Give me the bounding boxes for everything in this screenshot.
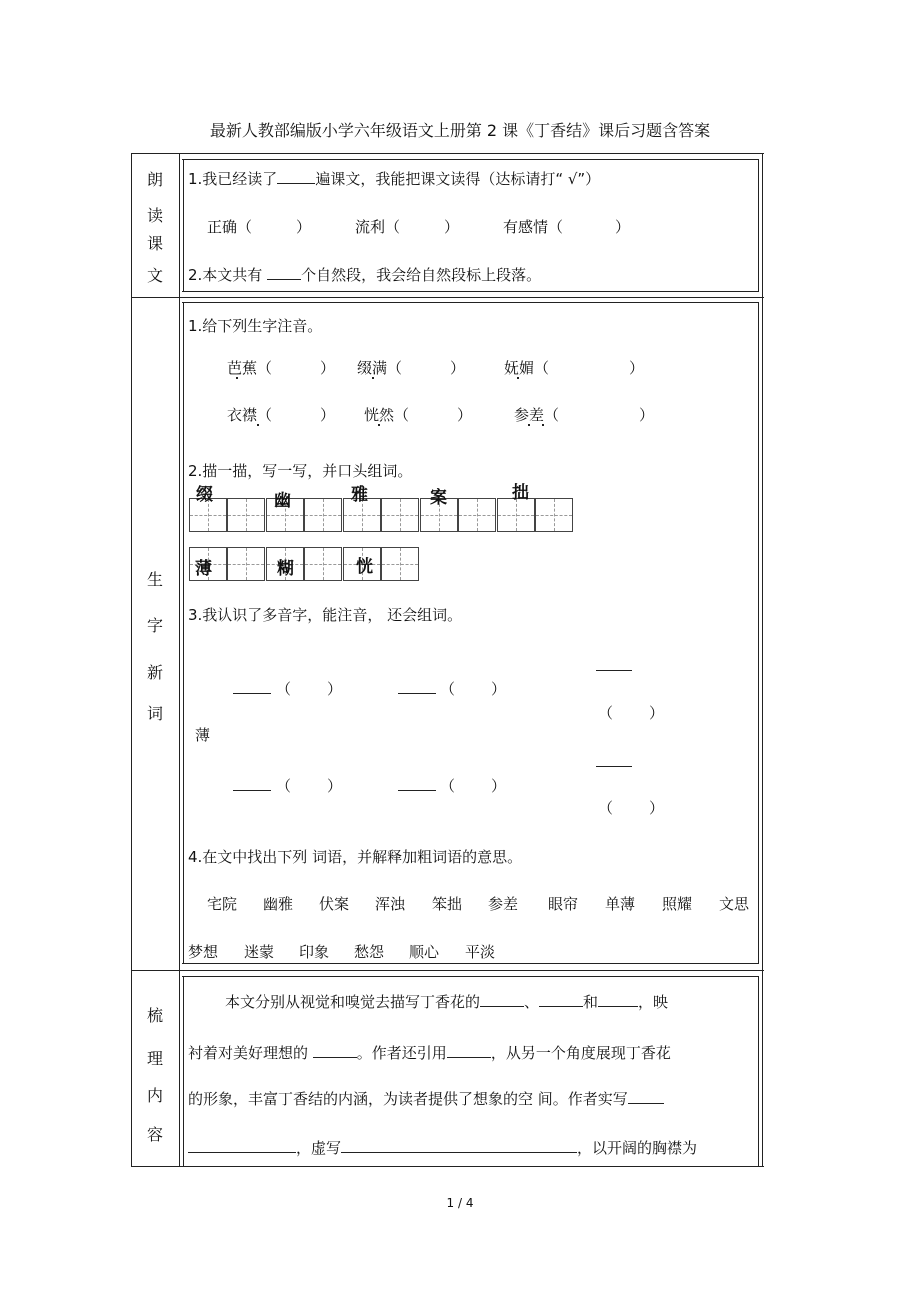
words-question-3: 3.我认识了多音字，能注音， 还会组词。	[188, 606, 463, 624]
vocab-word: 照耀	[662, 895, 693, 913]
trace-char: 缀	[196, 485, 213, 505]
words-question-1: 1.给下列生字注音。	[188, 317, 323, 335]
vocab-word: 参差	[488, 895, 519, 913]
page-number: 1 / 4	[446, 1196, 474, 1210]
trace-char: 糊	[277, 559, 294, 579]
summary-line-2: 衬着对美好理想的 。作者还引用 ，从另一个角度展现丁香花	[188, 1044, 671, 1062]
vocab-word: 眼帘	[548, 895, 579, 913]
pinyin-item: 缀满（ ）	[357, 359, 466, 377]
pinyin-item: 参差（ ）	[514, 406, 655, 424]
vocab-word: 宅院	[207, 895, 238, 913]
pinyin-item: 芭蕉（ ）	[227, 359, 336, 377]
pinyin-item: 恍然（ ）	[364, 406, 473, 424]
pronunciation-slot: （ ）	[440, 680, 507, 698]
pinyin-item: 妩媚（ ）	[504, 359, 645, 377]
pronunciation-slot: （ ）	[598, 704, 665, 722]
vocab-word: 单薄	[605, 895, 636, 913]
reading-option-emotion: 有感情（ ）	[503, 218, 631, 236]
vocab-word: 顺心	[409, 943, 440, 961]
summary-line-1: 本文分别从视觉和嗅觉去描写丁香花的 、 和 ，映	[225, 993, 669, 1011]
trace-char: 雅	[351, 485, 368, 505]
words-question-2: 2.描一描，写一写，并口头组词。	[188, 462, 413, 480]
pronunciation-slot: （ ）	[440, 777, 507, 795]
summary-line-3: 的形象，丰富丁香结的内涵，为读者提供了想象的空 间。作者实写	[188, 1088, 664, 1109]
vocab-word: 幽雅	[263, 895, 294, 913]
vocab-word: 愁怨	[354, 943, 385, 961]
vocab-word: 浑浊	[375, 895, 406, 913]
pronunciation-slot: （ ）	[276, 680, 343, 698]
trace-char: 拙	[512, 483, 529, 503]
summary-line-4: ，虚写 ，以开阔的胸襟为	[188, 1137, 697, 1158]
trace-char: 幽	[274, 491, 291, 511]
vocab-word: 迷蒙	[244, 943, 275, 961]
reading-question-2: 2.本文共有 个自然段，我会给自然段标上段落。	[188, 266, 542, 284]
trace-char: 薄	[195, 559, 212, 579]
reading-question-1: 1.我已经读了 遍课文，我能把课文读得（达标请打“ √”）	[188, 170, 601, 188]
pronunciation-slot: （ ）	[276, 777, 343, 795]
vocab-word: 笨拙	[432, 895, 463, 913]
vocab-word: 文思	[719, 895, 750, 913]
document-title: 最新人教部编版小学六年级语文上册第 2 课《丁香结》课后习题含答案	[209, 121, 711, 140]
pinyin-item: 衣襟（ ）	[227, 406, 336, 424]
vocab-word: 梦想	[188, 943, 219, 961]
words-question-4: 4.在文中找出下列 词语，并解释加粗词语的意思。	[188, 848, 523, 866]
reading-option-correct: 正确（ ）	[207, 218, 312, 236]
trace-char: 恍	[356, 557, 373, 577]
polyphonic-char: 薄	[195, 726, 211, 744]
pronunciation-slot: （ ）	[598, 799, 665, 817]
vocab-word: 平淡	[465, 943, 496, 961]
vocab-word: 伏案	[319, 895, 350, 913]
reading-option-fluent: 流利（ ）	[355, 218, 460, 236]
trace-char: 案	[430, 488, 447, 508]
vocab-word: 印象	[299, 943, 330, 961]
